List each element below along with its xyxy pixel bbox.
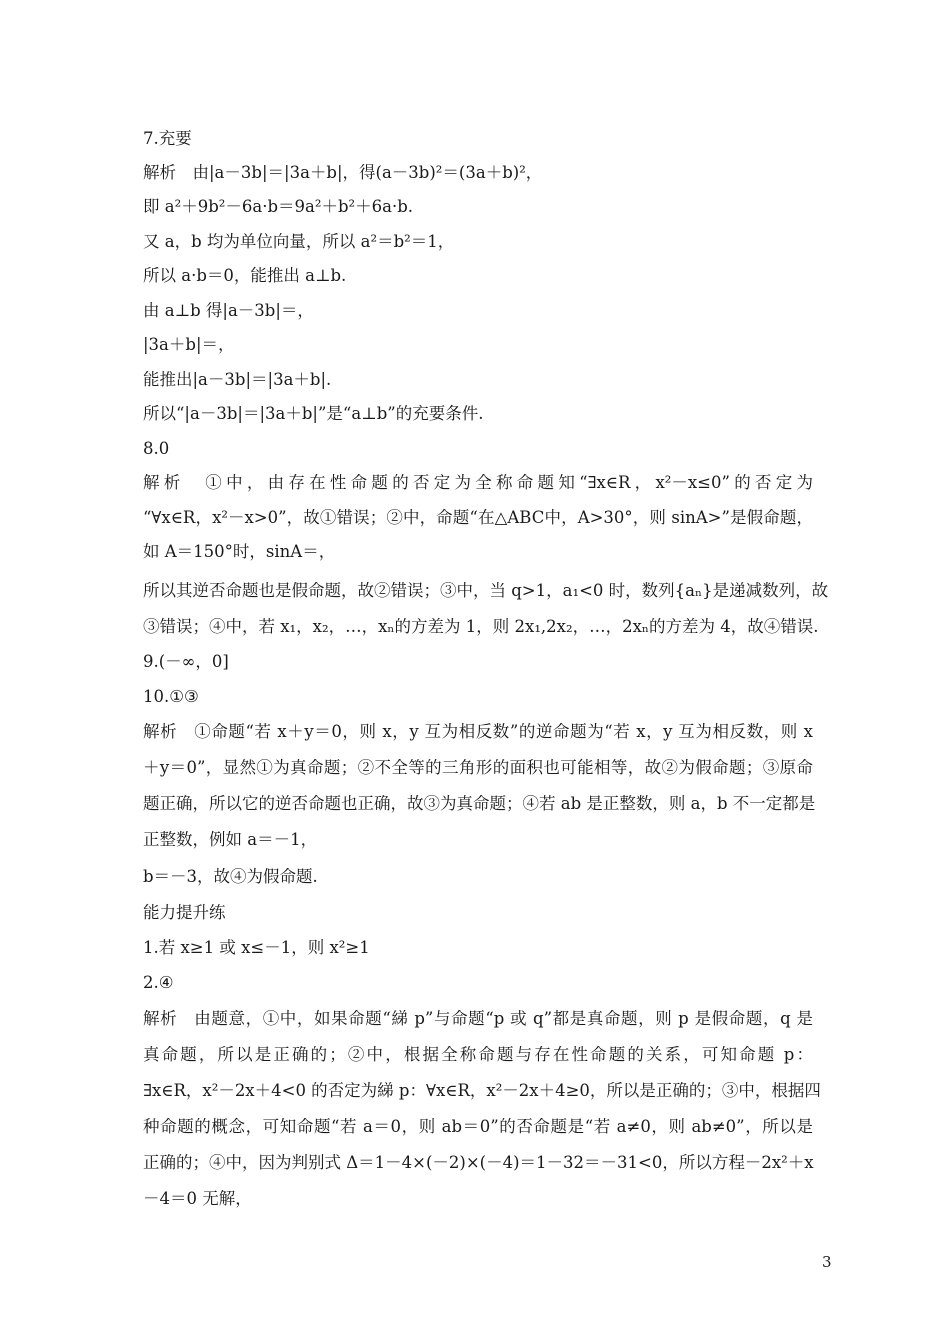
answer-1-heading: 1.若 x≥1 或 x≤－1，则 x²≥1: [143, 938, 370, 957]
answer-10-heading: 10.①③: [143, 687, 199, 706]
text-line: 解析 由题意，①中，如果命题“綈 p”与命题“p 或 q”都是真命题，则 p 是假命题，q 是: [143, 1009, 813, 1028]
text-line: 即 a²＋9b²－6a·b＝9a²＋b²＋6a·b.: [143, 197, 414, 216]
text-line: 真命题，所以是正确的；②中，根据全称命题与存在性命题的关系，可知命题 p：: [143, 1045, 813, 1064]
text-line: 所以其逆否命题也是假命题，故②错误；③中，当 q>1，a₁<0 时，数列{aₙ}是递减数列，故: [143, 581, 829, 600]
text-line: 由 a⊥b 得|a－3b|＝，: [143, 301, 314, 320]
text-line: ∃x∈R，x²－2x＋4<0 的否定为綈 p：∀x∈R，x²－2x＋4≥0，所以是正确的；③中，根据四: [143, 1081, 821, 1100]
text-line: “∀x∈R，x²－x>0”，故①错误；②中，命题“在△ABC中，A>30°，则 sinA>”是假命题，: [143, 508, 813, 527]
answer-9-heading: 9.(－∞，0]: [143, 652, 229, 671]
text-line: 解析 ①命题“若 x＋y＝0，则 x，y 互为相反数”的逆命题为“若 x，y 互为相反数，则 x: [143, 722, 813, 741]
text-line: 种命题的概念，可知命题“若 a＝0，则 ab＝0”的否命题是“若 a≠0，则 ab≠0”，所以是: [143, 1117, 813, 1136]
page-number: 3: [822, 1253, 832, 1271]
section-heading: 能力提升练: [143, 903, 226, 922]
text-line: b＝－3，故④为假命题.: [143, 867, 318, 886]
text-line: 题正确，所以它的逆否命题也正确，故③为真命题；④若 ab 是正整数，则 a，b 不一定都是: [143, 794, 816, 813]
text-line: 正确的；④中，因为判别式 Δ＝1－4×(－2)×(－4)＝1－32＝－31<0，所以方程－2x²＋x: [143, 1153, 814, 1172]
text-line: －4＝0 无解，: [143, 1189, 252, 1208]
text-line: 解析 ①中，由存在性命题的否定为全称命题知“∃x∈R，x²－x≤0”的否定为: [143, 473, 813, 492]
answer-8-heading: 8.0: [143, 439, 170, 458]
text-line: 又 a，b 均为单位向量，所以 a²＝b²＝1，: [143, 232, 455, 251]
text-line: ③错误；④中，若 x₁，x₂，…，xₙ的方差为 1，则 2x₁,2x₂，…，2xₙ的方差为 4，故④错误.: [143, 617, 819, 636]
text-line: ＋y＝0”，显然①为真命题；②不全等的三角形的面积也可能相等，故②为假命题；③原命: [143, 758, 813, 777]
answer-2-heading: 2.④: [143, 973, 174, 992]
text-line: 能推出|a－3b|＝|3a＋b|.: [143, 370, 332, 389]
text-line: 正整数，例如 a＝－1，: [143, 830, 318, 849]
text-line: 所以“|a－3b|＝|3a＋b|”是“a⊥b”的充要条件.: [143, 404, 484, 423]
text-line: 解析 由|a－3b|＝|3a＋b|，得(a－3b)²＝(3a＋b)²，: [143, 163, 543, 182]
text-line: 所以 a·b＝0，能推出 a⊥b.: [143, 266, 347, 285]
text-line: |3a＋b|＝，: [143, 335, 235, 354]
answer-7-heading: 7.充要: [143, 129, 192, 148]
text-line: 如 A＝150°时，sinA＝，: [143, 542, 336, 561]
